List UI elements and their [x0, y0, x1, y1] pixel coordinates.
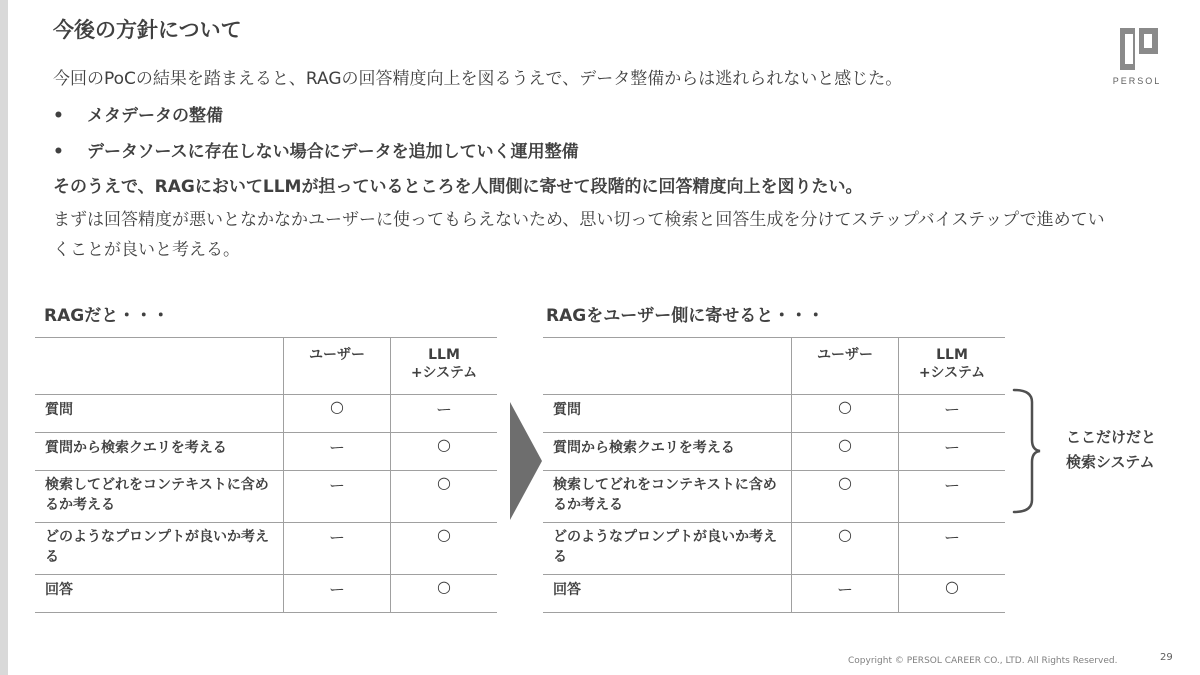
user-mark: ー: [284, 433, 391, 471]
note-line2: 検索システム: [1066, 453, 1155, 471]
right-curly-brace-icon: [1012, 388, 1042, 514]
header-user: ユーザー: [284, 338, 391, 395]
chevron-right-arrow-icon: [508, 402, 542, 520]
header-llm-line2: +システム: [410, 365, 478, 381]
right-section-heading: RAGをユーザー側に寄せると・・・: [546, 306, 825, 326]
row-label: 回答: [543, 575, 792, 613]
intro-text: 今回のPoCの結果を踏まえると、RAGの回答精度向上を図るうえで、データ整備からは逃れられないと感じた。: [53, 69, 903, 89]
user-side-role-table: [543, 337, 1005, 613]
bullet-dot: •: [53, 106, 64, 126]
llm-mark: ー: [899, 395, 1006, 433]
row-label: 質問: [543, 395, 792, 433]
user-mark: ー: [284, 575, 391, 613]
slide-title: 今後の方針について: [53, 18, 242, 42]
search-system-note: [1066, 425, 1156, 475]
row-label: 質問から検索クエリを考える: [35, 433, 284, 471]
llm-mark: ○: [391, 471, 498, 523]
bullet-item: [53, 137, 579, 162]
rag-role-table: [35, 337, 497, 613]
llm-mark: ○: [391, 575, 498, 613]
llm-mark: ー: [899, 433, 1006, 471]
copyright-text: Copyright © PERSOL CAREER CO., LTD. All Rights Reserved.: [848, 656, 1118, 666]
page-number: 29: [1160, 652, 1173, 663]
header-llm-line1: LLM: [936, 347, 968, 363]
bullet-dot: •: [53, 142, 64, 162]
logo-wordmark: PERSOL: [1112, 76, 1162, 86]
row-label: 検索してどれをコンテキストに含めるか考える: [35, 471, 284, 523]
header-llm-line2: +システム: [918, 365, 986, 381]
llm-mark: ー: [391, 395, 498, 433]
persol-logo: [1104, 26, 1170, 90]
user-mark: ○: [792, 523, 899, 575]
note-line1: ここだけだと: [1066, 428, 1157, 446]
table-row: [543, 575, 1005, 613]
llm-mark: ー: [899, 471, 1006, 523]
user-mark: ○: [792, 433, 899, 471]
bullet-text: メタデータの整備: [87, 106, 223, 126]
table-row: [35, 395, 497, 433]
left-section-heading: RAGだと・・・: [44, 306, 170, 326]
header-llm-line1: LLM: [428, 347, 460, 363]
left-edge-bar: [0, 0, 8, 675]
llm-mark: ○: [391, 523, 498, 575]
llm-mark: ○: [391, 433, 498, 471]
table-header-row: [543, 338, 1005, 395]
table-row: [35, 575, 497, 613]
user-mark: ー: [792, 575, 899, 613]
user-mark: ○: [284, 395, 391, 433]
header-user: ユーザー: [792, 338, 899, 395]
header-blank-cell: [35, 338, 284, 395]
header-llm: [899, 338, 1006, 395]
user-mark: ○: [792, 395, 899, 433]
row-label: 質問から検索クエリを考える: [543, 433, 792, 471]
table-row: [35, 433, 497, 471]
table-row: [35, 523, 497, 575]
row-label: 質問: [35, 395, 284, 433]
persol-logo-icon: [1120, 26, 1158, 70]
user-mark: ー: [284, 523, 391, 575]
user-mark: ー: [284, 471, 391, 523]
row-label: 検索してどれをコンテキストに含めるか考える: [543, 471, 792, 523]
table-header-row: [35, 338, 497, 395]
header-blank-cell: [543, 338, 792, 395]
row-label: 回答: [35, 575, 284, 613]
table-row: [543, 395, 1005, 433]
llm-mark: ○: [899, 575, 1006, 613]
header-llm: [391, 338, 498, 395]
row-label: どのようなプロンプトが良いか考える: [35, 523, 284, 575]
bullet-item: [53, 101, 223, 126]
body-paragraph: まずは回答精度が悪いとなかなかユーザーに使ってもらえないため、思い切って検索と回答生成を分けてステップバイステップで進めていくことが良いと考える。: [53, 210, 1105, 260]
bullet-text: データソースに存在しない場合にデータを追加していく運用整備: [87, 142, 579, 162]
table-row: [543, 523, 1005, 575]
row-label: どのようなプロンプトが良いか考える: [543, 523, 792, 575]
llm-mark: ー: [899, 523, 1006, 575]
user-mark: ○: [792, 471, 899, 523]
table-row: [543, 433, 1005, 471]
table-row: [543, 471, 1005, 523]
emphasis-text: そのうえで、RAGにおいてLLMが担っているところを人間側に寄せて段階的に回答精度向上を図りたい。: [53, 177, 863, 197]
table-row: [35, 471, 497, 523]
